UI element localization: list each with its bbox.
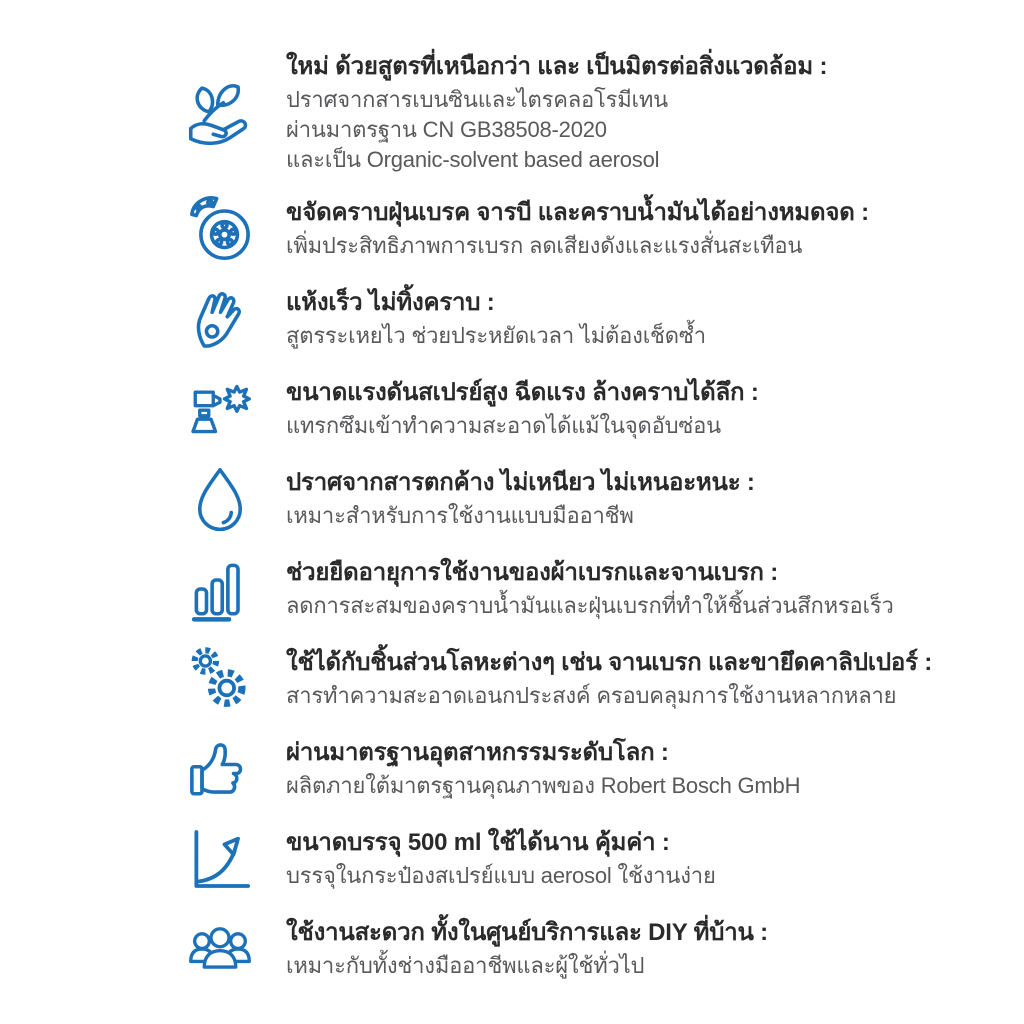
spray-nozzle-icon <box>184 373 256 445</box>
feature-item <box>184 643 984 715</box>
feature-description <box>286 681 932 711</box>
feature-headline: ขนาดบรรจุ 500 ml ใช้ได้นาน คุ้มค่า : <box>286 828 670 856</box>
feature-headline: ใช้งานสะดวก ทั้งในศูนย์บริการและ DIY ที่บ้าน : <box>286 918 768 946</box>
feature-description-line: แทรกซึมเข้าทำความสะอาดได้แม้ในจุดอับซ่อน <box>286 412 721 438</box>
feature-description-line: ผลิตภายใต้มาตรฐานคุณภาพของ Robert Bosch GmbH <box>286 772 801 798</box>
glove-hand-icon <box>184 283 256 355</box>
feature-description-line: เพิ่มประสิทธิภาพการเบรก ลดเสียงดังและแรงสั่นสะเทือน <box>286 232 803 258</box>
feature-headline: ช่วยยืดอายุการใช้งานของผ้าเบรกและจานเบรก : <box>286 558 779 586</box>
feature-description <box>286 411 759 441</box>
feature-headline: ปราศจากสารตกค้าง ไม่เหนียว ไม่เหนอะหนะ : <box>286 468 755 496</box>
feature-description <box>286 501 755 531</box>
feature-text <box>286 738 800 801</box>
feature-headline: ขนาดแรงดันสเปรย์สูง ฉีดแรง ล้างคราบได้ลึก : <box>286 378 759 406</box>
feature-description-line: ผ่านมาตรฐาน CN GB38508-2020 <box>286 117 607 142</box>
feature-description <box>286 321 706 351</box>
feature-text <box>286 198 869 261</box>
feature-description <box>286 951 768 981</box>
feature-description-line: เหมาะสำหรับการใช้งานแบบมืออาชีพ <box>286 502 634 528</box>
feature-headline: ขจัดคราบฝุ่นเบรค จารบี และคราบน้ำมันได้อย่างหมดจด : <box>286 198 869 226</box>
feature-text <box>286 558 894 621</box>
feature-description <box>286 591 894 621</box>
feature-headline: ใช้ได้กับชิ้นส่วนโลหะต่างๆ เช่น จานเบรก และขายึดคาลิปเปอร์ : <box>286 648 933 676</box>
feature-item <box>184 913 984 985</box>
feature-text <box>286 918 768 981</box>
feature-description-line: สารทำความสะอาดเอนกประสงค์ ครอบคลุมการใช้งานหลากหลาย <box>286 682 897 708</box>
feature-description <box>286 231 869 261</box>
people-group-icon <box>184 913 256 985</box>
feature-description <box>286 771 800 801</box>
growth-arrow-icon <box>184 823 256 895</box>
feature-description <box>286 85 827 175</box>
feature-description <box>286 861 716 891</box>
thumbs-up-icon <box>184 733 256 805</box>
feature-text <box>286 378 759 441</box>
feature-headline: ใหม่ ด้วยสูตรที่เหนือกว่า และ เป็นมิตรต่อสิ่งแวดล้อม : <box>286 53 828 80</box>
feature-item <box>184 553 984 625</box>
feature-headline: ผ่านมาตรฐานอุตสาหกรรมระดับโลก : <box>286 738 669 766</box>
brake-disc-icon <box>184 193 256 265</box>
feature-item <box>184 373 984 445</box>
feature-text <box>286 288 706 351</box>
feature-text <box>286 468 755 531</box>
eco-hand-plant-icon <box>184 78 256 150</box>
feature-item <box>184 193 984 265</box>
feature-item <box>184 463 984 535</box>
bar-chart-icon <box>184 553 256 625</box>
feature-description-line: บรรจุในกระป๋องสเปรย์แบบ aerosol ใช้งานง่าย <box>286 862 716 888</box>
gears-icon <box>184 643 256 715</box>
feature-description-line: ปราศจากสารเบนซินและไตรคลอโรมีเทน <box>286 87 669 112</box>
feature-item <box>184 733 984 805</box>
feature-text <box>286 648 932 711</box>
feature-description-line: และเป็น Organic-solvent based aerosol <box>286 147 660 172</box>
water-drop-icon <box>184 463 256 535</box>
feature-text <box>286 52 827 175</box>
feature-item <box>184 52 984 175</box>
feature-description-line: ลดการสะสมของคราบน้ำมันและฝุ่นเบรกที่ทำให้ชิ้นส่วนสึกหรอเร็ว <box>286 592 894 618</box>
feature-headline: แห้งเร็ว ไม่ทิ้งคราบ : <box>286 288 495 316</box>
feature-item <box>184 283 984 355</box>
feature-description-line: เหมาะกับทั้งช่างมืออาชีพและผู้ใช้ทั่วไป <box>286 952 645 978</box>
feature-text <box>286 828 716 891</box>
feature-description-line: สูตรระเหยไว ช่วยประหยัดเวลา ไม่ต้องเช็ดซ้ำ <box>286 322 706 348</box>
feature-item <box>184 823 984 895</box>
